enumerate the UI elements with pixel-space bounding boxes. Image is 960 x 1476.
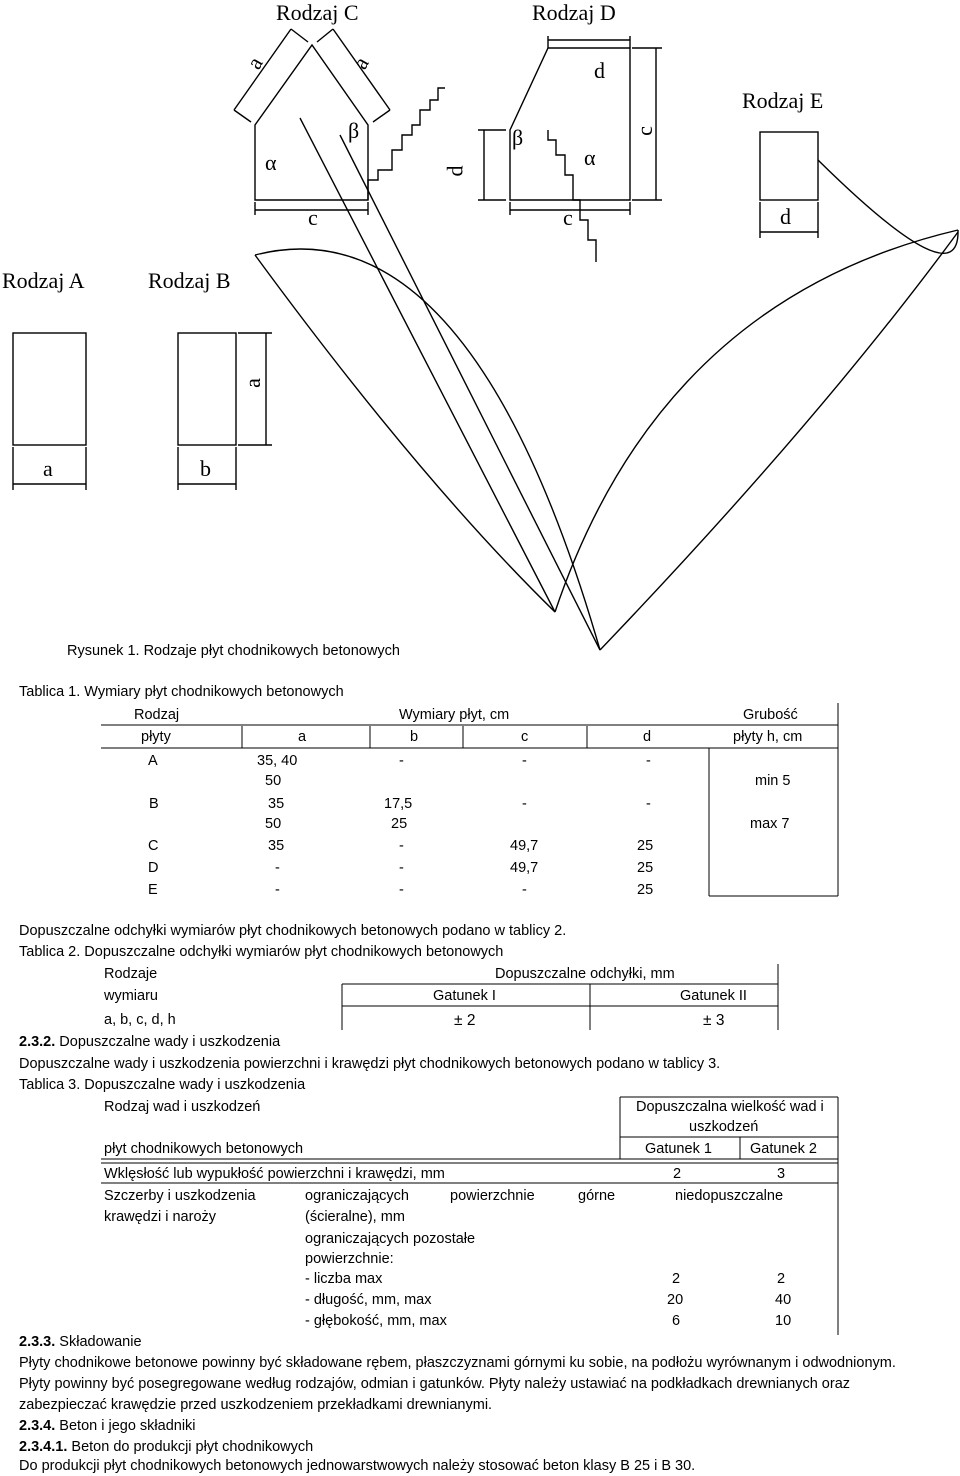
t1-cell: - [399, 882, 404, 898]
t1-cell: - [522, 753, 527, 769]
t1-header-grubosc: Grubość [743, 707, 798, 723]
t1-header-grubosc2: płyty h, cm [733, 729, 803, 745]
paragraph: Dopuszczalne wady i uszkodzenia powierzchni i krawędzi płyt chodnikowych betonowych podano w tablicy 3. [19, 1056, 721, 1072]
t1-cell: - [522, 882, 527, 898]
t1-header-c: c [521, 729, 529, 745]
t1-row-type: B [149, 796, 159, 812]
dim-label-b: b [200, 456, 211, 481]
table1-title: Tablica 1. Wymiary płyt chodnikowych betonowych [19, 684, 344, 700]
section-title: Składowanie [55, 1334, 142, 1350]
t3-row3-g2: 40 [775, 1292, 792, 1308]
section-heading-232 [19, 1034, 280, 1050]
t1-cell: 50 [265, 773, 282, 789]
section-number: 2.3.2. [19, 1034, 56, 1050]
t1-header-a: a [298, 729, 307, 745]
t3-row3-g1: 2 [672, 1271, 681, 1287]
t1-cell: - [646, 796, 651, 812]
section-heading-234 [19, 1418, 196, 1434]
t1-row-type: A [148, 753, 158, 769]
t3-row3-mid: - liczba max [305, 1271, 383, 1287]
t1-header-d: d [643, 729, 652, 745]
t2-row-g2: ± 3 [703, 1012, 725, 1029]
t1-row-type: E [148, 882, 158, 898]
t2-header-rodzaje: Rodzaje [104, 966, 158, 982]
paragraph: Płyty powinny być posegregowane według rodzajów, odmian i gatunków. Płyty należy ustawiać na podkładkach drewnianych oraz [19, 1376, 851, 1392]
t1-cell: 25 [637, 882, 654, 898]
section-heading-2341 [19, 1439, 313, 1455]
dim-label-a: a [239, 378, 265, 388]
dim-label-c: c [308, 205, 318, 230]
section-number: 2.3.3. [19, 1334, 56, 1350]
angle-beta: β [348, 118, 360, 143]
t3-header-gatunek-2: Gatunek 2 [750, 1141, 817, 1157]
t3-row3-g1: 6 [672, 1313, 681, 1329]
t1-cell: - [399, 753, 404, 769]
dim-label-a: a [347, 52, 374, 74]
paragraph: Do produkcji płyt chodnikowych betonowych jednowarstwowych należy stosować beton klasy B 25 i B 30. [19, 1458, 696, 1474]
t1-cell: - [399, 860, 404, 876]
section-title: Beton i jego składniki [55, 1418, 196, 1434]
t1-cell: - [399, 838, 404, 854]
t1-cell: 35 [268, 838, 285, 854]
t3-header-wielkosc2: uszkodzeń [689, 1119, 759, 1135]
t3-row1-label: Wklęsłość lub wypukłość powierzchni i krawędzi, mm [104, 1166, 445, 1182]
label-rodzaj-c: Rodzaj C [276, 0, 359, 25]
t1-cell: 17,5 [384, 796, 413, 812]
angle-alpha: α [584, 145, 596, 170]
t1-cell: - [646, 753, 651, 769]
t3-row2-label2: krawędzi i naroży [104, 1209, 217, 1225]
shape-rodzaj-a [13, 333, 86, 445]
shape-rodzaj-d [510, 48, 630, 200]
t2-header-gatunek-ii: Gatunek II [680, 988, 747, 1004]
section-number: 2.3.4.1. [19, 1439, 68, 1455]
t1-cell: 50 [265, 816, 282, 832]
section-title: Dopuszczalne wady i uszkodzenia [55, 1034, 281, 1050]
angle-alpha: α [265, 150, 277, 175]
t3-row2-value: niedopuszczalne [675, 1188, 784, 1204]
paragraph: Płyty chodnikowe betonowe powinny być składowane rębem, płaszczyznami górnymi ku sobie, na podłożu wyrównanym i odwodnionym. [19, 1355, 896, 1371]
t1-row-type: C [148, 838, 159, 854]
t3-row3-mid: - głębokość, mm, max [305, 1313, 447, 1329]
t1-thickness-max: max 7 [750, 816, 790, 832]
t3-row2-mid: powierzchnie [450, 1188, 535, 1204]
dim-label-d: d [594, 58, 605, 83]
t3-row1-g2: 3 [777, 1166, 786, 1182]
t1-header-rodzaj: Rodzaj [134, 707, 180, 723]
dim-label-c: c [563, 205, 573, 230]
t3-row3-mid: - długość, mm, max [305, 1292, 432, 1308]
t1-cell: 35 [268, 796, 285, 812]
table3-title: Tablica 3. Dopuszczalne wady i uszkodzenia [19, 1077, 306, 1093]
paragraph: zabezpieczać krawędzie przed uszkodzeniem przekładkami drewnianymi. [19, 1397, 493, 1413]
t2-header-odchylki: Dopuszczalne odchyłki, mm [495, 966, 675, 982]
t3-header-wielkosc: Dopuszczalna wielkość wad i [636, 1099, 824, 1115]
t3-row2-label: Szczerby i uszkodzenia [104, 1188, 256, 1204]
label-rodzaj-a: Rodzaj A [2, 268, 85, 293]
t3-row3-mid: ograniczających pozostałe [305, 1231, 476, 1247]
t2-header-gatunek-i: Gatunek I [433, 988, 496, 1004]
t3-row2-mid2: (ścieralne), mm [305, 1209, 405, 1225]
t1-cell: - [522, 796, 527, 812]
t3-row1-g1: 2 [673, 1166, 682, 1182]
t1-cell: 35, 40 [257, 753, 298, 769]
t1-header-plyty: płyty [141, 729, 171, 745]
t3-header-rodzaj2: płyt chodnikowych betonowych [104, 1141, 304, 1157]
dim-label-c: c [631, 126, 657, 136]
t2-row-label: a, b, c, d, h [104, 1012, 176, 1028]
dim-label-d: d [442, 165, 468, 177]
t1-cell: 25 [637, 860, 654, 876]
dim-label-a: a [241, 52, 268, 74]
t3-row3-mid: powierzchnie: [305, 1251, 394, 1267]
table2-title: Tablica 2. Dopuszczalne odchyłki wymiarów płyt chodnikowych betonowych [19, 944, 504, 960]
shape-rodzaj-e [760, 132, 818, 200]
t2-header-wymiaru: wymiaru [104, 988, 158, 1004]
dim-label-a: a [43, 456, 53, 481]
paragraph: Dopuszczalne odchyłki wymiarów płyt chodnikowych betonowych podano w tablicy 2. [19, 923, 567, 939]
label-rodzaj-d: Rodzaj D [532, 0, 616, 25]
t2-row-g1: ± 2 [454, 1012, 476, 1029]
dim-label-d: d [780, 204, 791, 229]
t1-cell: - [275, 860, 280, 876]
label-rodzaj-b: Rodzaj B [148, 268, 231, 293]
t3-row3-g2: 10 [775, 1313, 792, 1329]
t1-header-wymiary: Wymiary płyt, cm [399, 707, 510, 723]
t3-header-rodzaj: Rodzaj wad i uszkodzeń [104, 1099, 261, 1115]
t1-cell: 49,7 [510, 860, 539, 876]
section-title: Beton do produkcji płyt chodnikowych [67, 1439, 314, 1455]
t1-thickness-min: min 5 [755, 773, 791, 789]
angle-beta: β [512, 125, 524, 150]
t3-header-gatunek-1: Gatunek 1 [645, 1141, 712, 1157]
t3-row2-mid: ograniczających [305, 1188, 409, 1204]
label-rodzaj-e: Rodzaj E [742, 88, 824, 113]
t3-row2-mid: górne [578, 1188, 616, 1204]
t1-cell: - [275, 882, 280, 898]
t1-header-b: b [410, 729, 419, 745]
t1-cell: 25 [391, 816, 408, 832]
t1-row-type: D [148, 860, 159, 876]
figure-caption: Rysunek 1. Rodzaje płyt chodnikowych betonowych [67, 643, 400, 659]
shape-rodzaj-b [178, 333, 236, 445]
t3-row3-g2: 2 [777, 1271, 786, 1287]
section-number: 2.3.4. [19, 1418, 56, 1434]
t1-cell: 25 [637, 838, 654, 854]
section-heading-233 [19, 1334, 142, 1350]
t3-row3-g1: 20 [667, 1292, 684, 1308]
t1-cell: 49,7 [510, 838, 539, 854]
